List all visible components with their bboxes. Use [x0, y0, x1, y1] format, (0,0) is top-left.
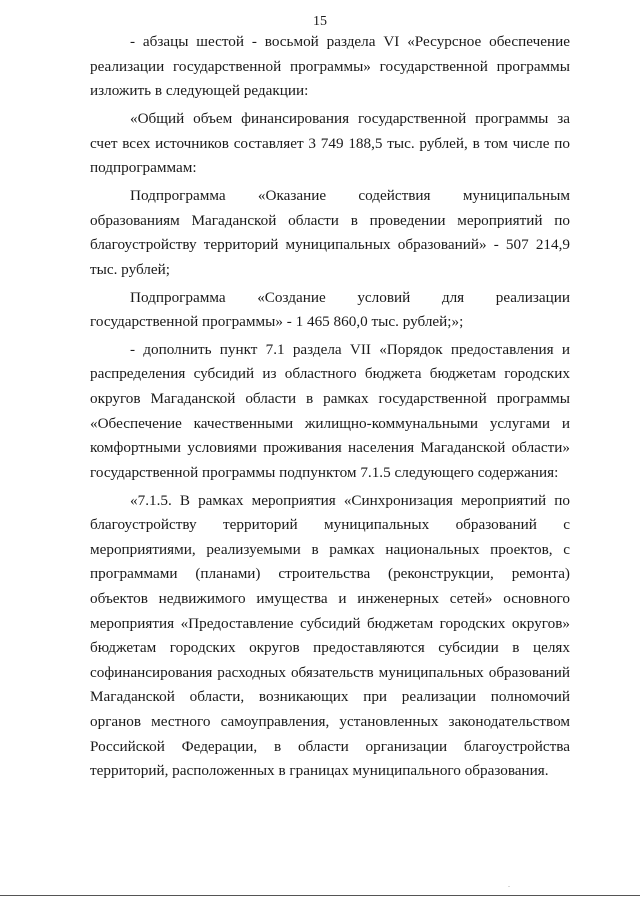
- paragraph-subprogram-municipal-support: Подпрограмма «Оказание содействия муниципальным образованиям Магаданской области в проведении мероприятий по благоустройству территорий муниципальных образований» - 507 214,9 тыс. рублей;: [90, 186, 570, 278]
- paragraph-subprogram-conditions: Подпрограмма «Создание условий для реализации государственной программы» - 1 465 860,0 тыс. рублей;»;: [90, 288, 570, 331]
- document-body: [90, 30, 570, 784]
- bottom-scan-edge: [0, 895, 640, 896]
- paragraph-clause-7-1-5: «7.1.5. В рамках мероприятия «Синхронизация мероприятий по благоустройству территорий муниципальных образований с мероприятиями, реализуемыми в рамках национальных проектов, с программами (планами) строительства (реконструкции, ремонта) объектов недвижимого имущества и инженерных сетей» основного мероприятия «Предоставление субсидий бюджетам городских округов» бюджетам городских округов предоставляются субсидии в целях софинансирования расходных обязательств муниципальных образований Магаданской области, возникающих при реализации полномочий органов местного самоуправления, установленных законодательством Российской Федерации, в области организации благоустройства территорий, расположенных в границах муниципального образования.: [90, 491, 570, 780]
- page-number: 15: [313, 14, 327, 29]
- scan-mark: .: [508, 880, 510, 889]
- paragraph-amendment-section-vii: - дополнить пункт 7.1 раздела VII «Порядок предоставления и распределения субсидий из областного бюджета бюджетам городских округов Магаданской области в рамках государственной программы «Обеспечение качественными жилищно-коммунальными услугами и комфортными условиями проживания населения Магаданской области» государственной программы подпунктом 7.1.5 следующего содержания:: [90, 340, 570, 481]
- paragraph-amendment-section-vi: - абзацы шестой - восьмой раздела VI «Ресурсное обеспечение реализации государственной программы» государственной программы изложить в следующей редакции:: [90, 33, 570, 100]
- paragraph-total-financing: «Общий объем финансирования государственной программы за счет всех источников составляет 3 749 188,5 тыс. рублей, в том числе по подпрограммам:: [90, 109, 570, 177]
